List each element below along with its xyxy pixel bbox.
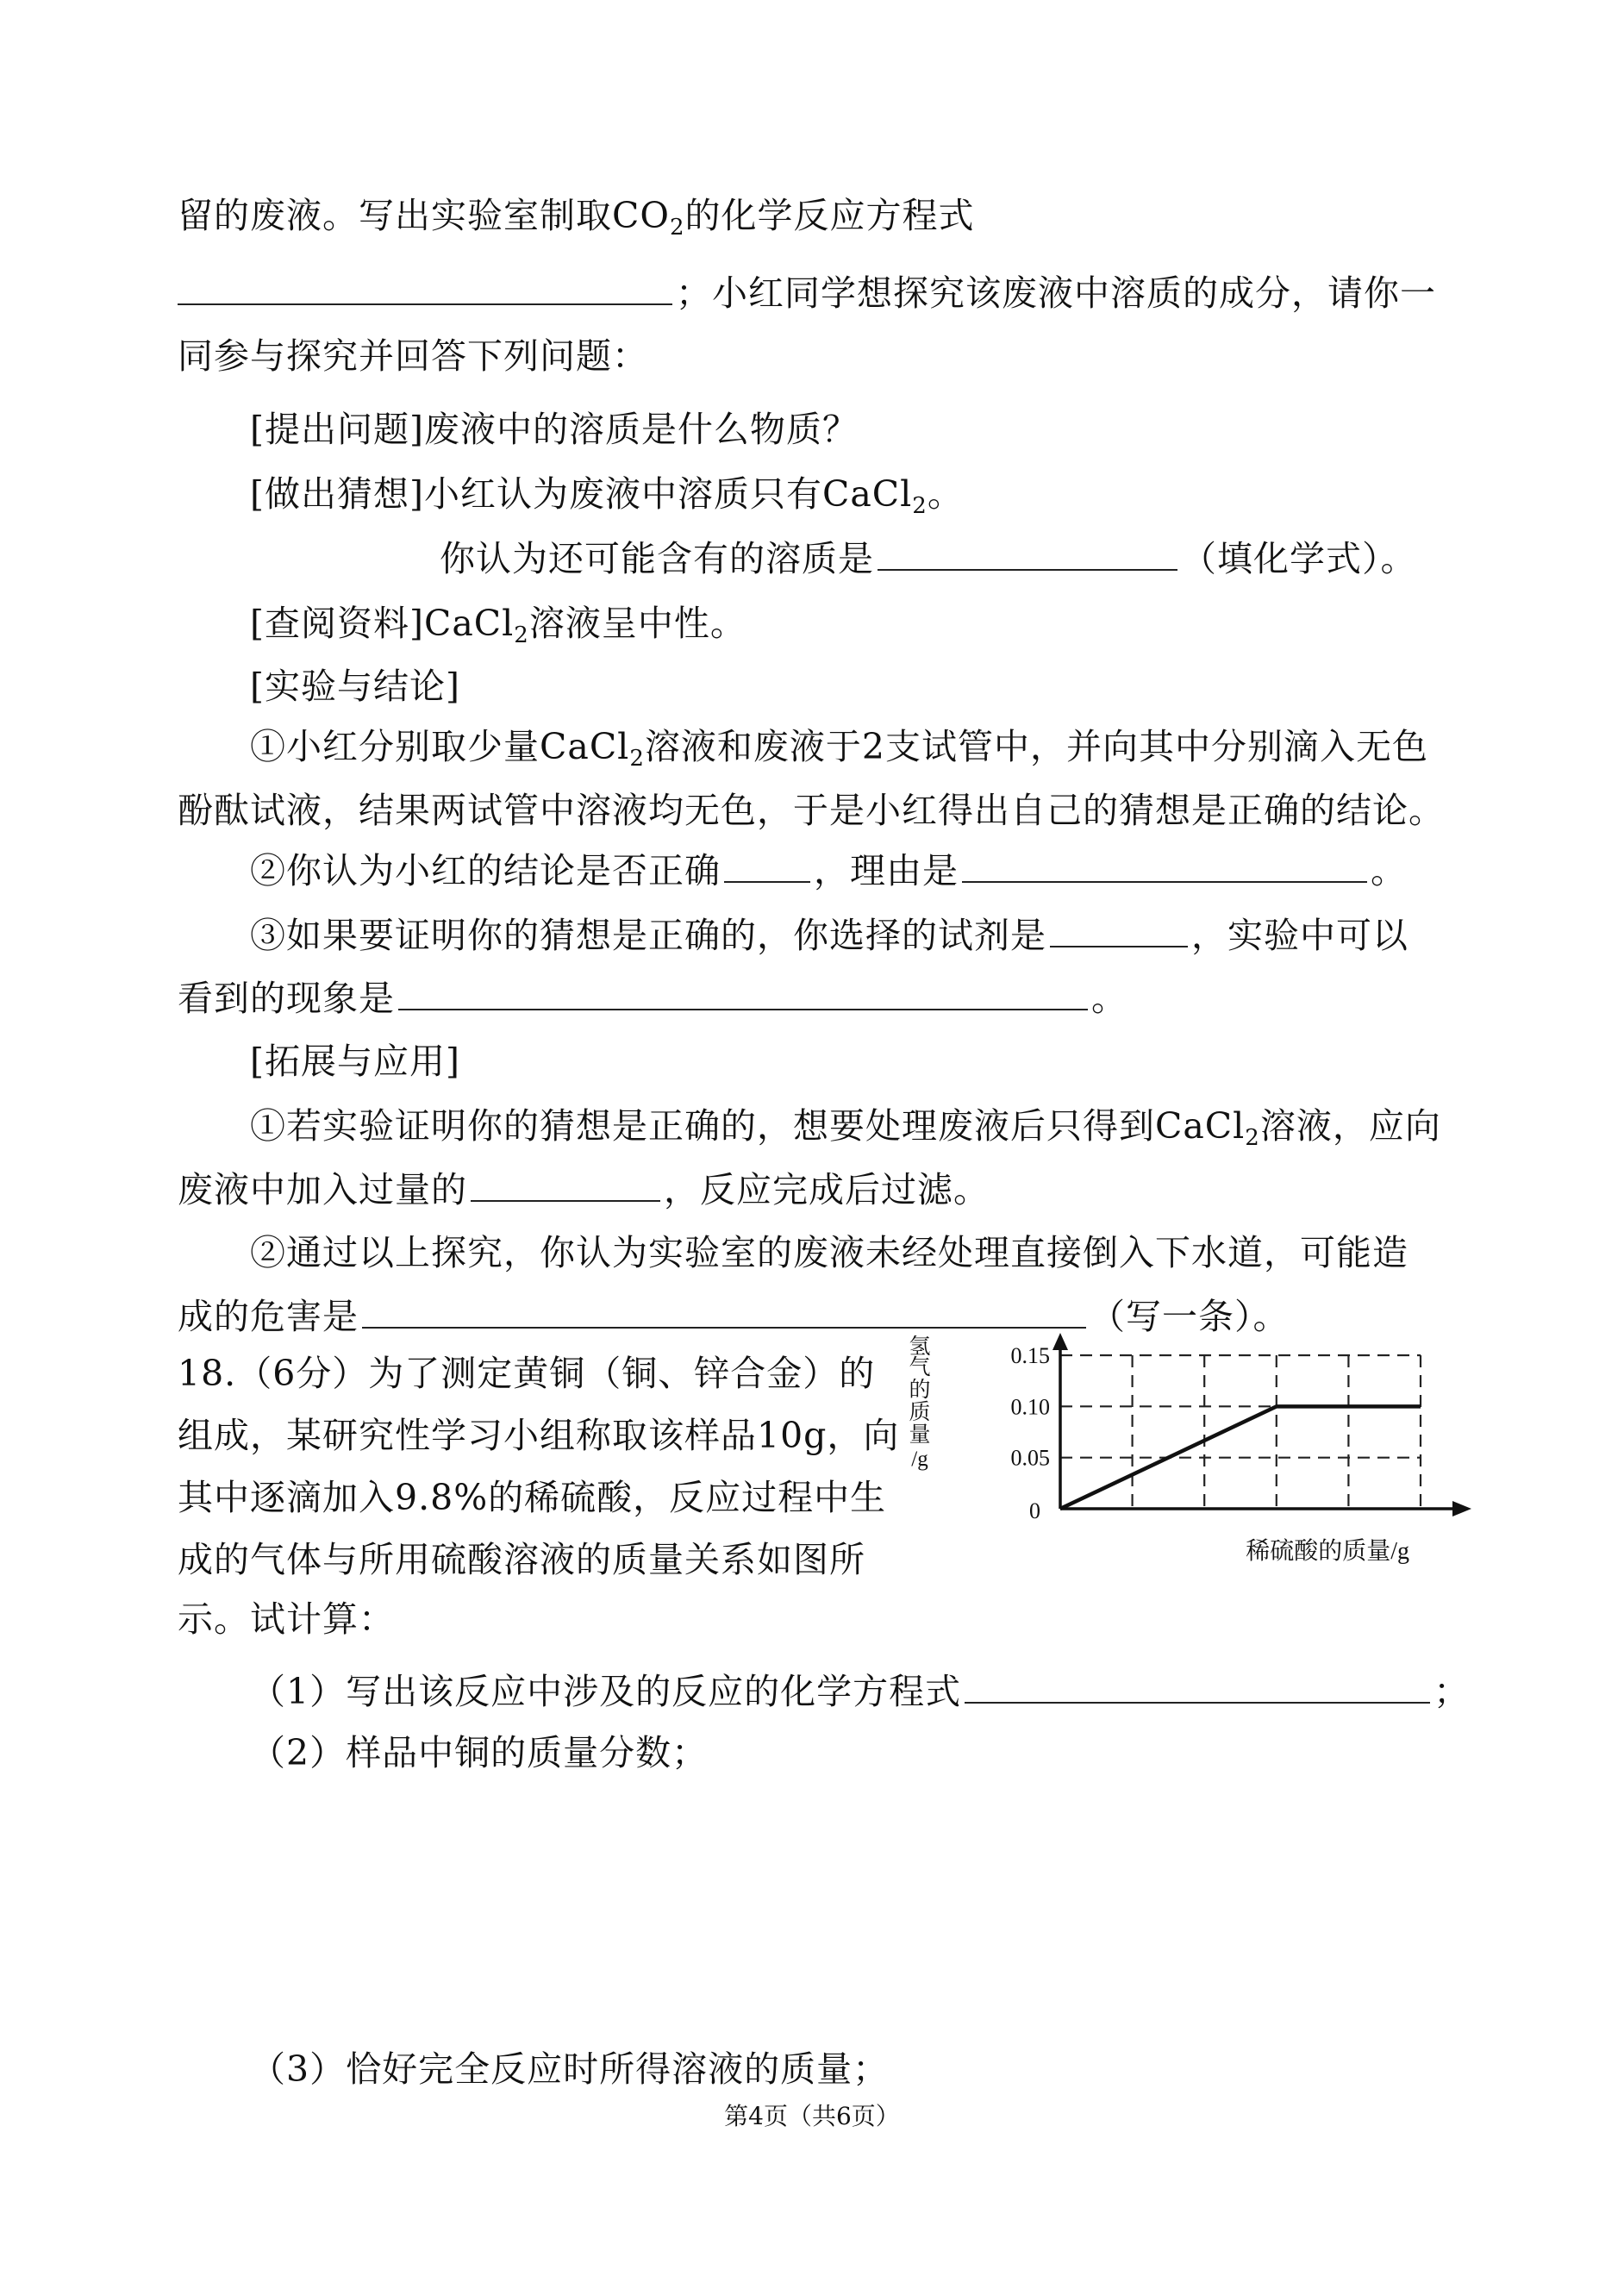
q18-line-3: 其中逐滴加入9.8%的稀硫酸，反应过程中生 (178, 1477, 887, 1518)
answer-blank-reagent[interactable] (1050, 913, 1188, 947)
q18-line-1: 18.（6分）为了测定黄铜（铜、锌合金）的 (178, 1353, 876, 1394)
line-exp-3b: 看到的现象是 。 (178, 978, 1127, 1019)
line-ext-2b: 成的危害是 （写一条）。 (178, 1296, 1290, 1337)
answer-blank-solute[interactable] (878, 536, 1177, 571)
line-exp-1b: 酚酞试液，结果两试管中溶液均无色，于是小红得出自己的猜想是正确的结论。 (178, 790, 1445, 831)
y-tick-label: 0 (1029, 1498, 1040, 1523)
q18-line-4: 成的气体与所用硫酸溶液的质量关系如图所 (178, 1539, 865, 1580)
y-tick-label: 0.15 (1010, 1343, 1050, 1368)
section-experiment: [实验与结论] (250, 666, 460, 707)
line-ext-1a: ①若实验证明你的猜想是正确的，想要处理废液后只得到CaCl$_2$溶液，应向 (250, 1105, 1441, 1151)
answer-blank-correct[interactable] (724, 848, 810, 883)
section-hypothesis: [做出猜想]小红认为废液中溶质只有CaCl$_2$。 (250, 473, 964, 519)
hydrogen-mass-chart (892, 1328, 1478, 1586)
q18-line-5: 示。试计算： (178, 1598, 395, 1640)
q18-line-2: 组成，某研究性学习小组称取该样品10g，向 (178, 1415, 900, 1456)
y-axis-label-char: 氢 (909, 1335, 931, 1359)
y-axis-label-char: 的 (909, 1379, 931, 1402)
page-footer: 第4页（共6页） (724, 2102, 900, 2130)
y-axis-label-char: 质 (909, 1401, 931, 1424)
y-tick-label: 0.10 (1010, 1394, 1050, 1420)
y-axis-label-char: 量 (909, 1423, 931, 1447)
answer-blank-excess-reagent[interactable] (471, 1167, 660, 1202)
line-co2-answer: ；小红同学想探究该废液中溶质的成分，请你一 (178, 269, 1436, 317)
y-axis-arrow (1052, 1333, 1068, 1350)
y-tick-label: 0.05 (1010, 1445, 1050, 1471)
x-axis-label: 稀硫酸的质量/g (1246, 1538, 1409, 1565)
line-ext-2a: ②通过以上探究，你认为实验室的废液未经处理直接倒入下水道，可能造 (250, 1232, 1409, 1273)
chart-plot (909, 1333, 1471, 1565)
answer-blank-chem-equation[interactable] (965, 1669, 1430, 1704)
answer-blank-phenomenon[interactable] (398, 976, 1088, 1010)
y-axis-label-char: /g (911, 1448, 928, 1471)
answer-blank-co2-equation[interactable] (178, 271, 672, 305)
answer-blank-harm[interactable] (362, 1294, 1086, 1329)
line-co2-equation: 留的废液。写出实验室制取$CO_2$的化学反应方程式 (178, 195, 975, 241)
y-axis-label-char: 气 (909, 1356, 931, 1379)
section-extension: [拓展与应用] (250, 1041, 460, 1082)
line-sub-1: （1）写出该反应中涉及的反应的化学方程式 ； (250, 1671, 1471, 1712)
line-exp-3a: ③如果要证明你的猜想是正确的，你选择的试剂是 ，实验中可以 (250, 915, 1409, 956)
line-sub-3: （3）恰好完全反应时所得溶液的质量； (250, 2048, 890, 2090)
section-reference: [查阅资料]CaCl$_2$溶液呈中性。 (250, 603, 746, 648)
line-exp-2: ②你认为小红的结论是否正确 ，理由是 。 (250, 850, 1407, 891)
section-question: [提出问题]废液中的溶质是什么物质？ (250, 409, 859, 450)
line-exp-1a: ①小红分别取少量CaCl$_2$溶液和废液于2支试管中，并向其中分别滴入无色 (250, 726, 1428, 772)
answer-blank-reason[interactable] (962, 848, 1367, 883)
line-ext-1b: 废液中加入过量的 ，反应完成后过滤。 (178, 1169, 990, 1210)
line-sub-2: （2）样品中铜的质量分数； (250, 1732, 709, 1773)
line-other-solute: 你认为还可能含有的溶质是 （填化学式）。 (440, 538, 1417, 579)
line-intro: 同参与探究并回答下列问题： (178, 335, 648, 377)
x-axis-arrow (1452, 1501, 1471, 1516)
